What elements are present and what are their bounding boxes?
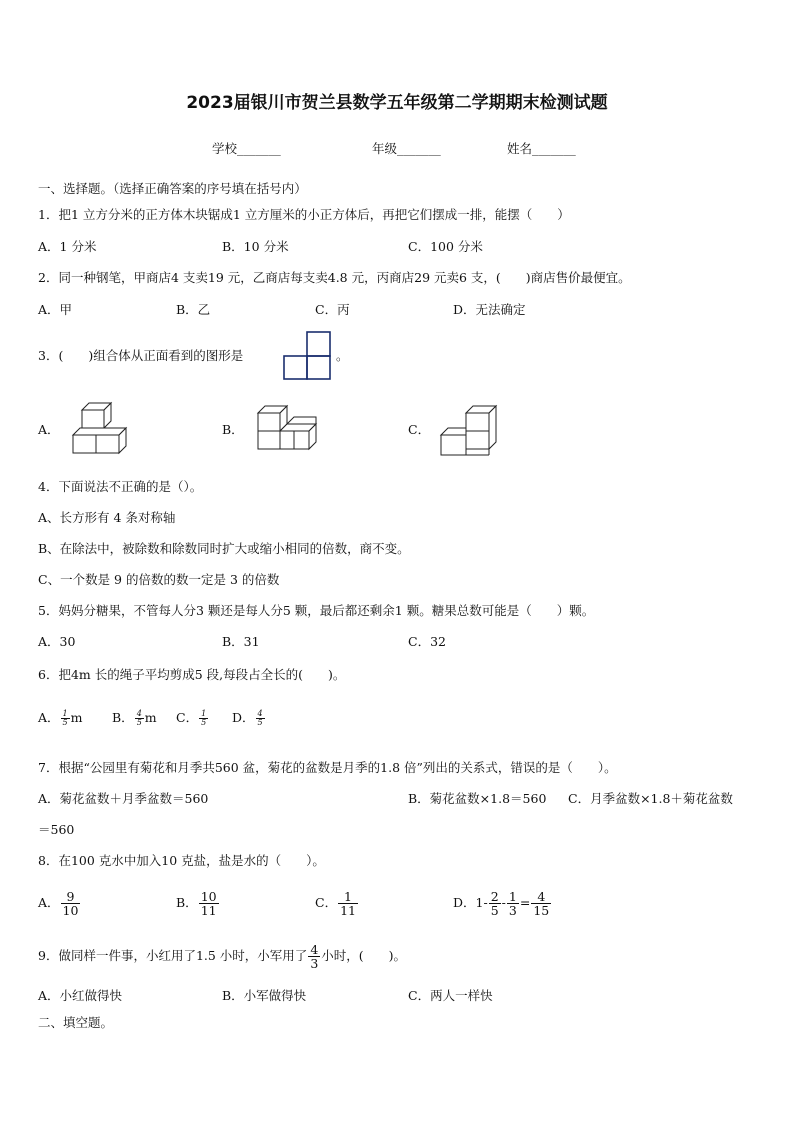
option-label: A．: [38, 895, 60, 910]
q2-option-d: D．无法确定: [453, 302, 526, 317]
question-6: 6．把4m 长的绳子平均剪成5 段,每段占全长的( )。: [38, 667, 346, 682]
option-label: D．: [232, 710, 255, 725]
q3-option-b: B．: [222, 422, 244, 437]
option-label: B．: [176, 895, 198, 910]
question-1: 1．把1 立方分米的正方体木块锯成1 立方厘米的小正方体后，再把它们摆成一排，能摆（ ）: [38, 207, 570, 222]
option-label: A．: [38, 710, 60, 725]
q7-option-c-continued: ＝560: [38, 822, 75, 837]
cube-figure-b: [254, 402, 320, 458]
q6-option-a: [38, 710, 82, 727]
fraction: $\frac{1}{11}$: [340, 889, 356, 918]
q9-option-b: B．小军做得快: [222, 988, 307, 1003]
fraction: $\frac{4}{15}$: [533, 889, 550, 918]
cube-figure-c: [438, 402, 502, 460]
q9-option-c: C．两人一样快: [408, 988, 493, 1003]
question-3: 3．( )组合体从正面看到的图形是: [38, 348, 244, 363]
q1-option-c: C．100 分米: [408, 239, 483, 254]
q5-option-c: C．32: [408, 634, 446, 649]
page-title: 2023届银川市贺兰县数学五年级第二学期期末检测试题: [186, 93, 608, 113]
q4-option-c: C、一个数是 9 的倍数的数一定是 3 的倍数: [38, 572, 280, 587]
q6-option-d: [232, 710, 266, 727]
school-field: 学校_______: [212, 141, 281, 156]
section-heading-fill: 二、填空题。: [38, 1015, 114, 1030]
question-8: 8．在100 克水中加入10 克盐，盐是水的（ ）。: [38, 853, 325, 868]
section-heading-choice: 一、选择题。（选择正确答案的序号填在括号内）: [38, 181, 307, 196]
q4-option-b: B、在除法中，被除数和除数同时扩大或缩小相同的倍数，商不变。: [38, 541, 410, 556]
q3-option-c: C．: [408, 422, 431, 437]
q7-option-c: C．月季盆数×1.8＋菊花盆数: [568, 791, 733, 806]
q9-option-a: A．小红做得快: [38, 988, 123, 1003]
question-4: 4．下面说法不正确的是（）。: [38, 479, 203, 494]
unit: m: [144, 710, 157, 725]
front-view-figure: [283, 331, 333, 381]
q7-option-b: B．菊花盆数×1.8＝560: [408, 791, 547, 806]
q8-option-c: [315, 890, 359, 917]
option-label: B．: [112, 710, 134, 725]
question-7: 7．根据“公园里有菊花和月季共560 盆，菊花的盆数是月季的1.8 倍”列出的关系式，错误的是（ ）。: [38, 760, 617, 775]
fraction: $\frac{1}{5}$: [201, 709, 207, 727]
name-field: 姓名_______: [507, 141, 576, 156]
q5-option-b: B．31: [222, 634, 260, 649]
q1-option-a: A．1 分米: [38, 239, 97, 254]
q3-stem-end: 。: [336, 348, 349, 363]
q5-option-a: A．30: [38, 634, 76, 649]
q8-option-b: [176, 890, 220, 917]
q8-option-d: D．1- $\frac{2}{5}$ - $\frac{1}{3}$ = $\frac{4}{15}$: [453, 889, 550, 918]
fraction: $\frac{1}{5}$: [62, 709, 68, 727]
q2-option-b: B．乙: [176, 302, 211, 317]
q6-option-c: [176, 710, 209, 727]
q2-option-a: A．甲: [38, 302, 73, 317]
fraction: $\frac{4}{5}$: [257, 709, 263, 727]
q2-option-c: C．丙: [315, 302, 350, 317]
fraction: $\frac{9}{10}$: [62, 889, 79, 918]
q8-option-a: [38, 890, 81, 917]
fraction: $\frac{1}{3}$: [508, 889, 517, 918]
q7-option-a: A．菊花盆数＋月季盆数＝560: [38, 791, 209, 806]
cube-figure-a: [70, 400, 132, 460]
fraction: $\frac{10}{11}$: [200, 889, 217, 918]
question-2: 2．同一种钢笔，甲商店4 支卖19 元，乙商店每支卖4.8 元，丙商店29 元卖6 支，( )商店售价最便宜。: [38, 270, 631, 285]
fraction: $\frac{2}{5}$: [490, 889, 499, 918]
grade-field: 年级_______: [372, 141, 441, 156]
fraction: $\frac{4}{3}$: [310, 942, 319, 971]
question-9: 9．做同样一件事，小红用了1.5 小时，小军用了 $\frac{4}{3}$ 小时，( )。: [38, 942, 407, 971]
q4-option-a: A、长方形有 4 条对称轴: [38, 510, 176, 525]
unit: m: [70, 710, 83, 725]
q1-option-b: B．10 分米: [222, 239, 289, 254]
option-label: C．: [315, 895, 338, 910]
option-label: D．: [453, 895, 476, 910]
option-label: C．: [176, 710, 199, 725]
q3-option-a: A．: [38, 422, 60, 437]
fraction: $\frac{4}{5}$: [136, 709, 142, 727]
q6-option-b: [112, 710, 157, 727]
question-5: 5．妈妈分糖果，不管每人分3 颗还是每人分5 颗，最后都还剩余1 颗。糖果总数可能是（ ）颗。: [38, 603, 595, 618]
